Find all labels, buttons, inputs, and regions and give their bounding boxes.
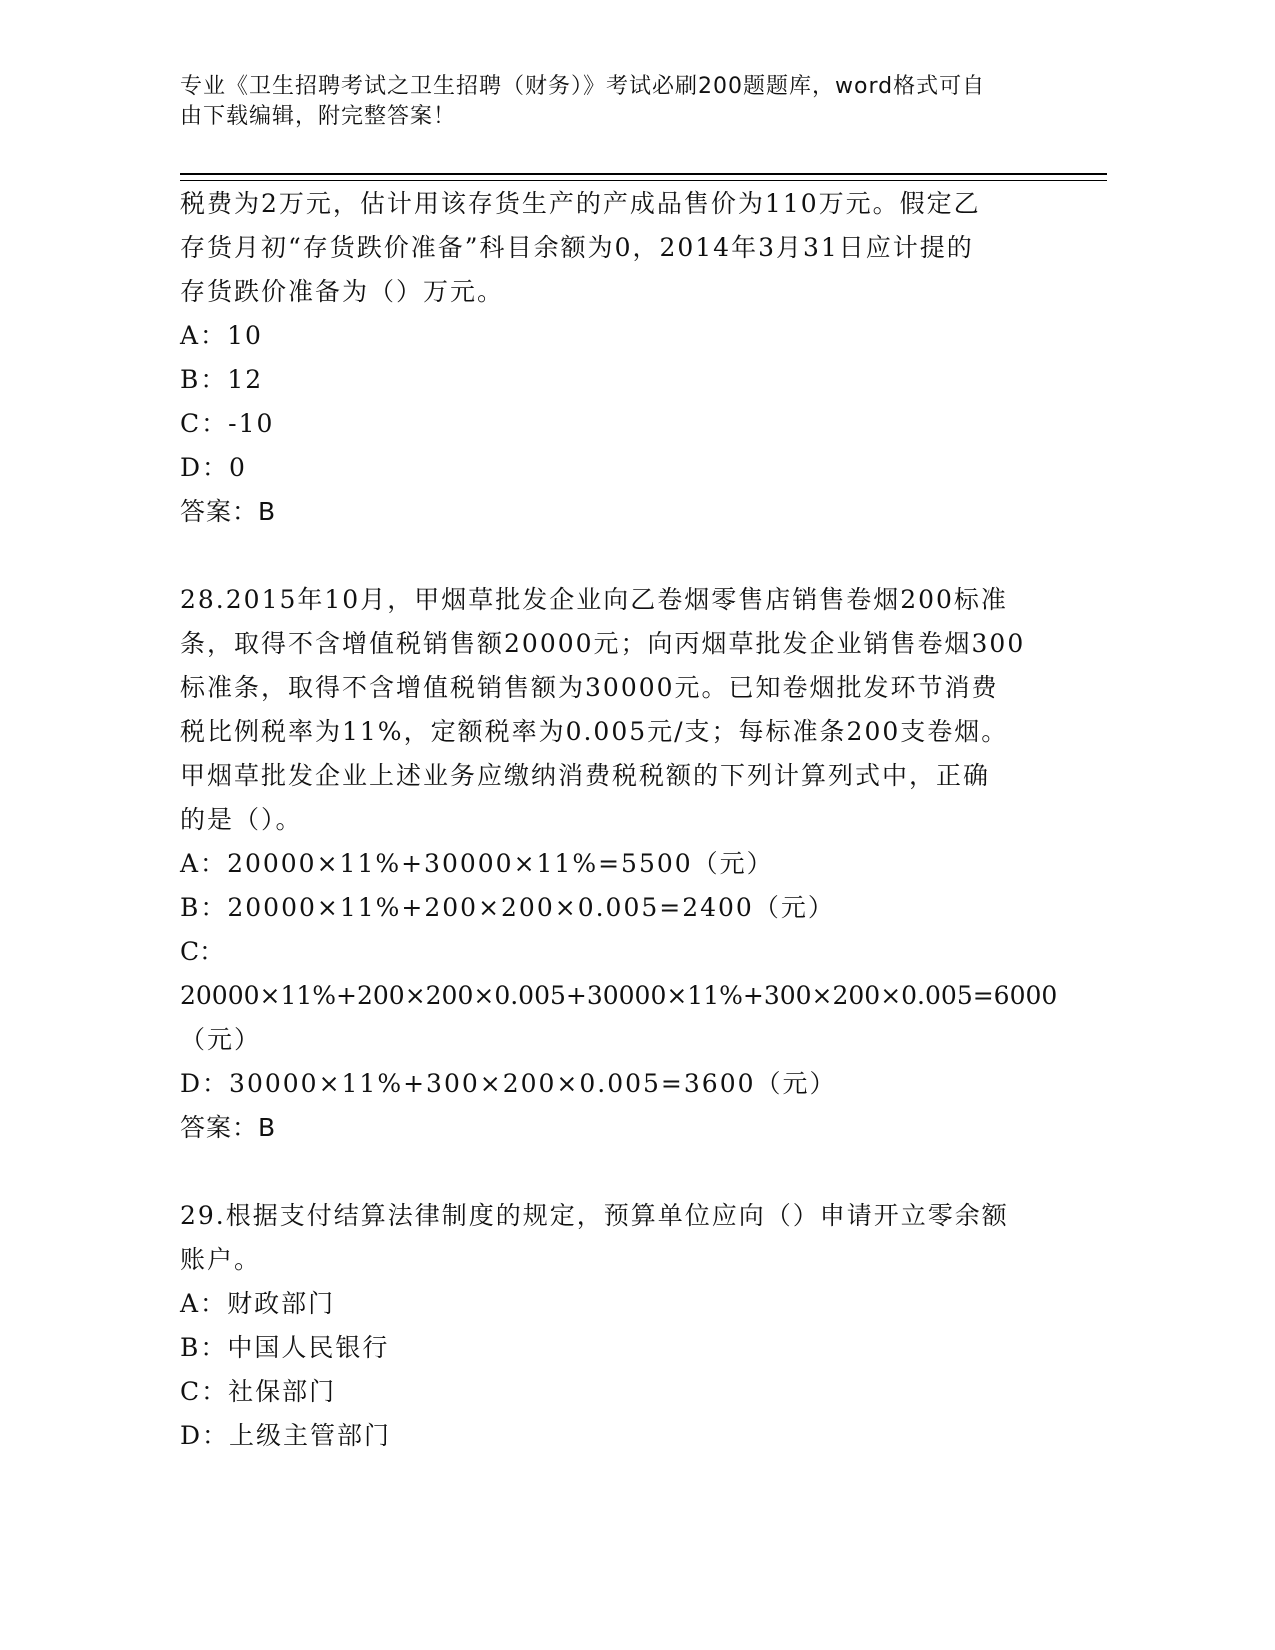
question-stem-line: 标准条，取得不含增值税销售额为30000元。已知卷烟批发环节消费 [180,673,999,702]
document-body [180,182,1058,1458]
question-stem-line: 甲烟草批发企业上述业务应缴纳消费税税额的下列计算列式中，正确 [180,761,991,790]
question-stem-line: 存货月初“存货跌价准备”科目余额为0，2014年3月31日应计提的 [180,233,974,262]
header-line-1: 专业《卫生招聘考试之卫生招聘（财务）》考试必刷200题题库，word格式可自 [180,74,986,99]
option-b: B：20000×11%+200×200×0.005=2400（元） [180,893,835,922]
question-spacer [180,1150,1040,1194]
option-a: A：10 [180,321,263,350]
option-d: D：30000×11%+300×200×0.005=3600（元） [180,1069,837,1098]
option-d: D：上级主管部门 [180,1421,392,1450]
question-stem-line: 税费为2万元，估计用该存货生产的产成品售价为110万元。假定乙 [180,189,981,218]
option-c: C：20000×11%+200×200×0.005+30000×11%+300×200×0.005=6000 [180,937,1058,1010]
answer-line: 答案：B [180,1113,277,1142]
question-stem-line: 28.2015年10月，甲烟草批发企业向乙卷烟零售店销售卷烟200标准 [180,585,1008,614]
question-stem-line: 账户。 [180,1245,262,1274]
question-stem-line: 条，取得不含增值税销售额20000元；向丙烟草批发企业销售卷烟300 [180,629,1026,658]
option-b: B：中国人民银行 [180,1333,390,1362]
option-d: D：0 [180,453,247,482]
option-c: C：社保部门 [180,1377,337,1406]
option-c: C：-10 [180,409,275,438]
header-line-2: 由下载编辑，附完整答案！ [180,104,457,129]
question-stem-line: 存货跌价准备为（）万元。 [180,277,505,306]
option-a: A：财政部门 [180,1289,336,1318]
answer-line: 答案：B [180,497,277,526]
option-c-continuation: （元） [180,1025,262,1054]
option-b: B：12 [180,365,264,394]
question-28 [180,578,1058,1150]
question-stem-line: 29.根据支付结算法律制度的规定，预算单位应向（）申请开立零余额 [180,1201,1009,1230]
header-divider-thin [180,180,1107,181]
question-stem-line: 税比例税率为11%，定额税率为0.005元/支；每标准条200支卷烟。 [180,717,1009,746]
question-stem-line: 的是（）。 [180,805,303,834]
option-a: A：20000×11%+30000×11%=5500（元） [180,849,774,878]
page-header [180,72,1060,132]
question-27 [180,182,1040,534]
question-spacer [180,534,1040,578]
header-divider-thick [180,173,1107,175]
question-29 [180,1194,1040,1458]
